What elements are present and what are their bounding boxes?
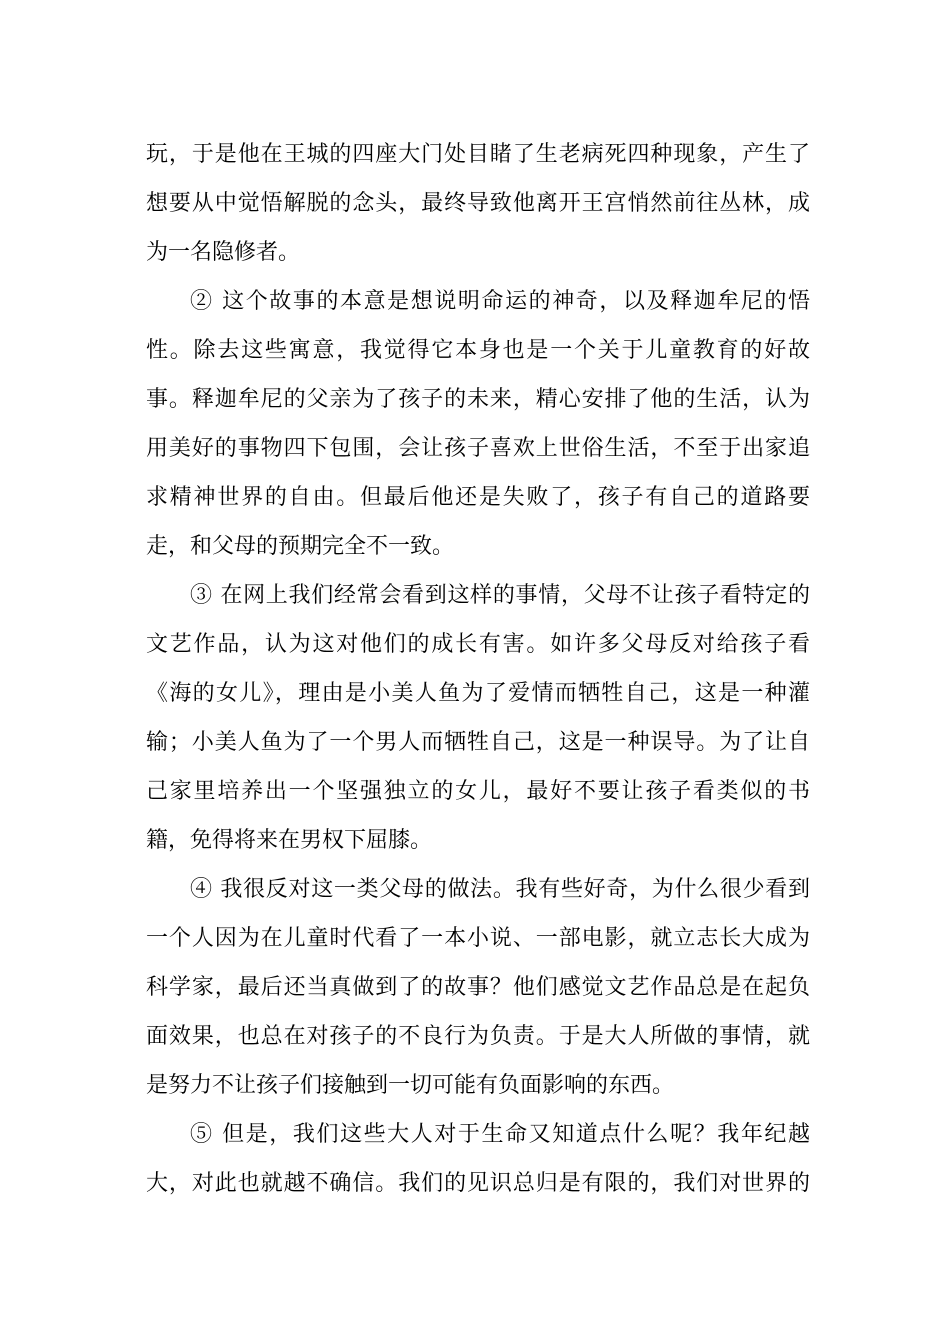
text-line: 性。除去这些寓意，我觉得它本身也是一个关于儿童教育的好故 bbox=[146, 338, 810, 363]
text-line: 求精神世界的自由。但最后他还是失败了，孩子有自己的道路要 bbox=[146, 485, 810, 510]
text-line: 为一名隐修者。 bbox=[146, 240, 301, 265]
text-line: ② 这个故事的本意是想说明命运的神奇，以及释迦牟尼的悟 bbox=[190, 289, 810, 314]
text-line: 己家里培养出一个坚强独立的女儿，最好不要让孩子看类似的书 bbox=[146, 779, 810, 804]
text-line: 《海的女儿》，理由是小美人鱼为了爱情而牺牲自己，这是一种灌 bbox=[146, 681, 810, 706]
text-line: 大，对此也就越不确信。我们的见识总归是有限的，我们对世界的 bbox=[146, 1171, 810, 1196]
paragraph-1 bbox=[146, 130, 810, 277]
text-line: 文艺作品，认为这对他们的成长有害。如许多父母反对给孩子看 bbox=[146, 632, 810, 657]
text-line: 事。释迦牟尼的父亲为了孩子的未来，精心安排了他的生活，认为 bbox=[146, 387, 810, 412]
text-line: 输；小美人鱼为了一个男人而牺牲自己，这是一种误导。为了让自 bbox=[146, 730, 810, 755]
text-line: 玩，于是他在王城的四座大门处目睹了生老病死四种现象，产生了 bbox=[146, 142, 810, 167]
text-line: ⑤ 但是，我们这些大人对于生命又知道点什么呢？我年纪越 bbox=[190, 1122, 810, 1147]
text-line: 一个人因为在儿童时代看了一本小说、一部电影，就立志长大成为 bbox=[146, 926, 810, 951]
body-text bbox=[146, 130, 810, 1208]
paragraph-2 bbox=[146, 277, 810, 571]
text-line: 面效果，也总在对孩子的不良行为负责。于是大人所做的事情，就 bbox=[146, 1024, 810, 1049]
paragraph-4 bbox=[146, 865, 810, 1110]
paragraph-3 bbox=[146, 571, 810, 865]
text-line: 是努力不让孩子们接触到一切可能有负面影响的东西。 bbox=[146, 1073, 675, 1098]
text-line: ④ 我很反对这一类父母的做法。我有些好奇，为什么很少看到 bbox=[190, 877, 810, 902]
paragraph-5 bbox=[146, 1110, 810, 1208]
text-line: 想要从中觉悟解脱的念头，最终导致他离开王宫悄然前往丛林，成 bbox=[146, 191, 810, 216]
text-line: 科学家，最后还当真做到了的故事？他们感觉文艺作品总是在起负 bbox=[146, 975, 810, 1000]
text-line: 籍，免得将来在男权下屈膝。 bbox=[146, 828, 433, 853]
text-line: 用美好的事物四下包围，会让孩子喜欢上世俗生活，不至于出家追 bbox=[146, 436, 810, 461]
text-line: ③ 在网上我们经常会看到这样的事情，父母不让孩子看特定的 bbox=[190, 583, 810, 608]
text-line: 走，和父母的预期完全不一致。 bbox=[146, 534, 455, 559]
